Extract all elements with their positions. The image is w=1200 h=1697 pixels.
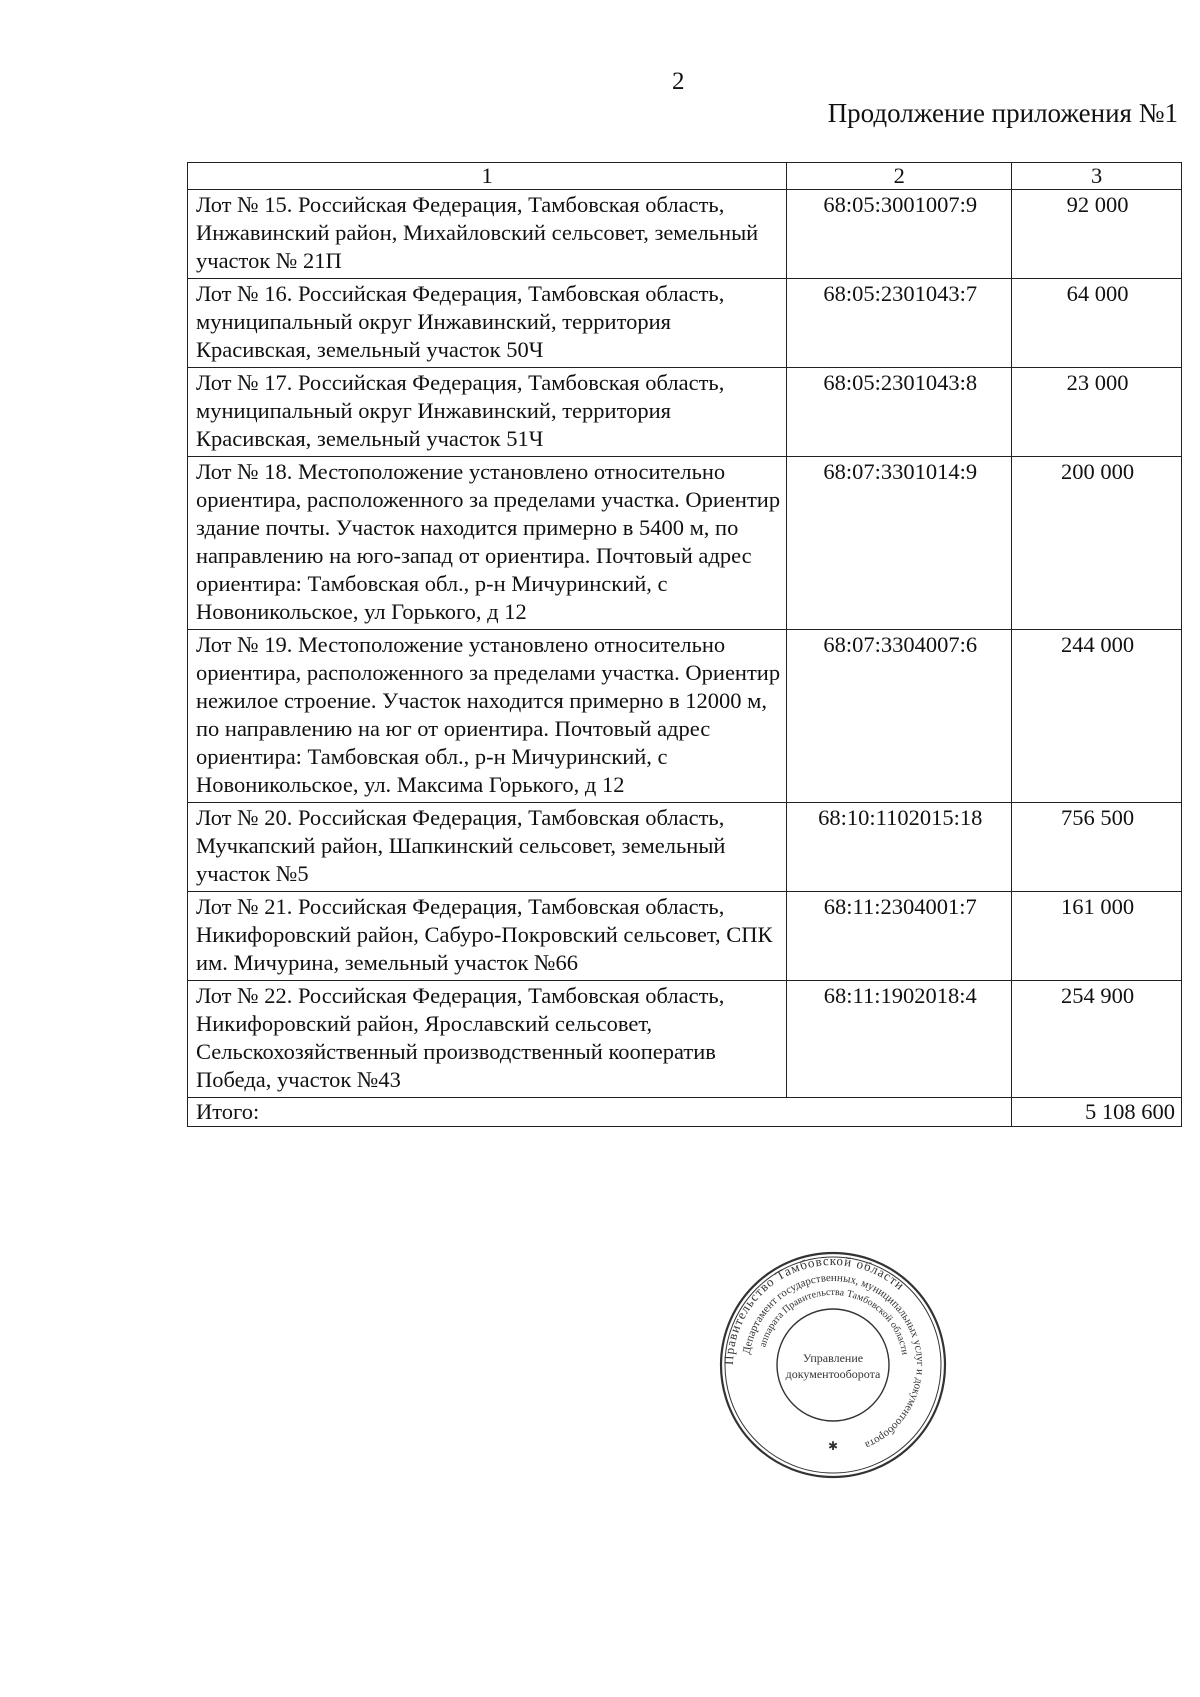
lot-price: 200 000: [1012, 457, 1182, 630]
table-row: [188, 279, 1182, 368]
lots-table: [187, 162, 1182, 1127]
cadastral-number: 68:11:2304001:7: [787, 892, 1012, 981]
lot-description: Лот № 21. Российская Федерация, Тамбовская область, Никифоровский район, Сабуро-Покровский сельсовет, СПК им. Мичурина, земельный участок №66: [188, 892, 787, 981]
lot-price: 23 000: [1012, 368, 1182, 457]
table-row: [188, 981, 1182, 1098]
stamp-seal-icon: [718, 1250, 948, 1480]
lot-price: 244 000: [1012, 630, 1182, 803]
column-header-1: 1: [188, 163, 787, 190]
stamp-center-line2: документооборота: [785, 1367, 881, 1381]
cadastral-number: 68:07:3301014:9: [787, 457, 1012, 630]
lot-description: Лот № 17. Российская Федерация, Тамбовская область, муниципальный округ Инжавинский, территория Красивская, земельный участок 51Ч: [188, 368, 787, 457]
stamp-center-line1: Управление: [802, 1351, 864, 1365]
cadastral-number: 68:10:1102015:18: [787, 803, 1012, 892]
table-row: [188, 190, 1182, 279]
lot-price: 254 900: [1012, 981, 1182, 1098]
total-row: [188, 1098, 1182, 1127]
table-row: [188, 892, 1182, 981]
total-label: Итого:: [188, 1098, 1012, 1127]
table-row: [188, 368, 1182, 457]
lot-price: 92 000: [1012, 190, 1182, 279]
stamp-middle-text: Департамент государственных, муниципальных услуг и документооборота: [740, 1271, 927, 1452]
stamp-star-icon: ✱: [827, 1439, 839, 1453]
table-row: [188, 457, 1182, 630]
lot-price: 756 500: [1012, 803, 1182, 892]
lot-price: 64 000: [1012, 279, 1182, 368]
table-row: [188, 630, 1182, 803]
appendix-continuation-note: Продолжение приложения №1: [827, 98, 1178, 128]
cadastral-number: 68:05:2301043:7: [787, 279, 1012, 368]
lot-description: Лот № 19. Местоположение установлено относительно ориентира, расположенного за пределами участка. Ориентир нежилое строение. Участок находится примерно в 12000 м, по направлению на юг от ориентира. Почтовый адрес ориентира: Тамбовская обл., р-н Мичуринский, с Новоникольское, ул. Максима Горького, д 12: [188, 630, 787, 803]
lot-price: 161 000: [1012, 892, 1182, 981]
stamp-outer-text: Правительство Тамбовской области: [720, 1252, 908, 1366]
total-value: 5 108 600: [1012, 1098, 1182, 1127]
lot-description: Лот № 18. Местоположение установлено относительно ориентира, расположенного за пределами участка. Ориентир здание почты. Участок находится примерно в 5400 м, по направлению на юго-запад от ориентира. Почтовый адрес ориентира: Тамбовская обл., р-н Мичуринский, с Новоникольское, ул Горького, д 12: [188, 457, 787, 630]
lot-description: Лот № 20. Российская Федерация, Тамбовская область, Мучкапский район, Шапкинский сельсовет, земельный участок №5: [188, 803, 787, 892]
column-header-2: 2: [787, 163, 1012, 190]
stamp-inner-text: аппарата Правительства Тамбовской области: [757, 1286, 911, 1356]
cadastral-number: 68:11:1902018:4: [787, 981, 1012, 1098]
cadastral-number: 68:07:3304007:6: [787, 630, 1012, 803]
cadastral-number: 68:05:3001007:9: [787, 190, 1012, 279]
column-header-3: 3: [1012, 163, 1182, 190]
page-number: 2: [672, 68, 685, 95]
header-row: [188, 163, 1182, 190]
lot-description: Лот № 15. Российская Федерация, Тамбовская область, Инжавинский район, Михайловский сельсовет, земельный участок № 21П: [188, 190, 787, 279]
lot-description: Лот № 16. Российская Федерация, Тамбовская область, муниципальный округ Инжавинский, территория Красивская, земельный участок 50Ч: [188, 279, 787, 368]
cadastral-number: 68:05:2301043:8: [787, 368, 1012, 457]
table-row: [188, 803, 1182, 892]
lot-description: Лот № 22. Российская Федерация, Тамбовская область, Никифоровский район, Ярославский сельсовет, Сельскохозяйственный производственный кооператив Победа, участок №43: [188, 981, 787, 1098]
official-stamp: [718, 1250, 948, 1480]
